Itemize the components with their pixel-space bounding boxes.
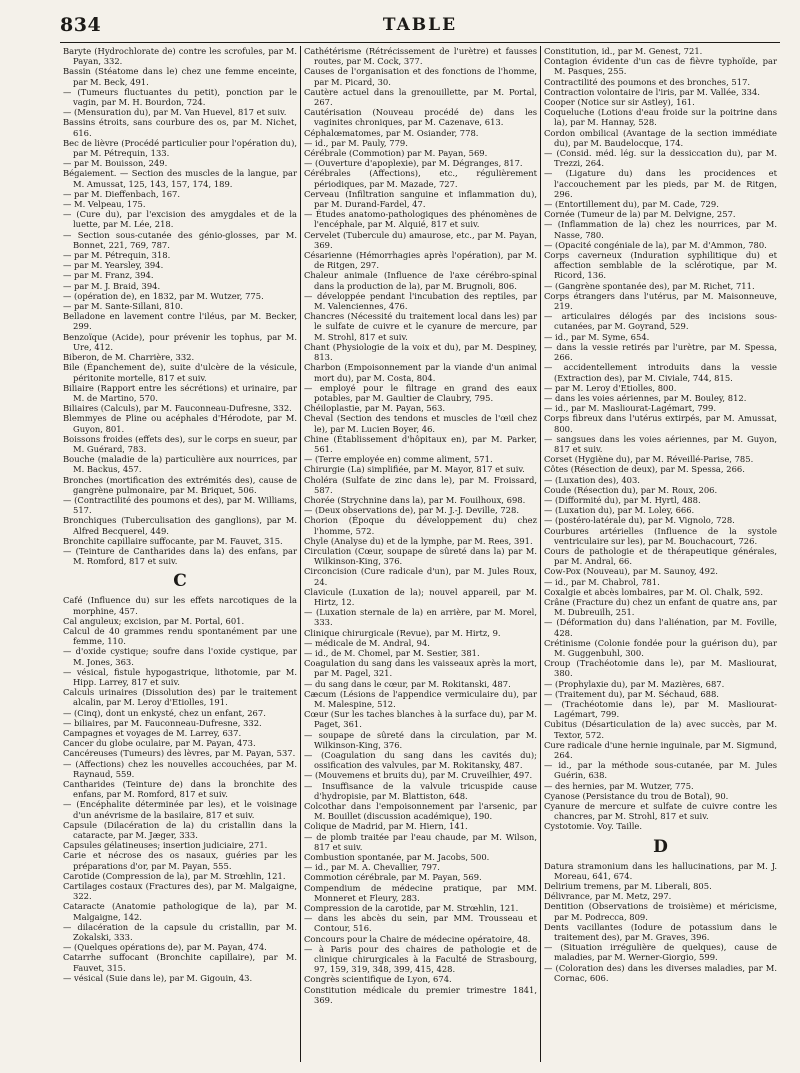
index-entry: — (Ligature du) dans les procidences et l'accouchement par les pieds, par M. de Ritgen, 296. — [544, 168, 777, 199]
index-entry: Compression de la carotide, par M. Strœhlin, 121. — [304, 903, 519, 914]
index-entry: Congrès scientifique de Lyon, 674. — [304, 974, 452, 985]
index-entry: Circoncision (Cure radicale d'un), par M. Jules Roux, 24. — [304, 566, 537, 587]
index-entry: — par M. Bouisson, 249. — [63, 158, 168, 169]
index-entry: Café (Influence du) sur les effets narcotiques de la morphine, 457. — [63, 595, 297, 616]
index-entry: Croup (Trachéotomie dans le), par M. Masliourat, 380. — [544, 658, 777, 679]
page-header — [60, 10, 780, 40]
index-entry: — dans la vessie retirés par l'urètre, par M. Spessa, 266. — [544, 341, 777, 363]
index-entry: Coxalgie et abcès lombaires, par M. Ol. Chalk, 592. — [544, 586, 764, 597]
index-entry: Campagnes et voyages de M. Larrey, 637. — [63, 728, 242, 738]
index-entry: — (Coloration des) dans les diverses maladies, par M. Cornac, 606. — [544, 962, 777, 983]
index-entry: Cérébrales (Affections), etc., régulièrement périodiques, par M. Mazade, 727. — [304, 168, 537, 189]
index-entry: Cataracte (Anatomie pathologique de la), par M. Malgaigne, 142. — [63, 901, 297, 922]
index-entry: Contagion évidente d'un cas de fièvre typhoïde, par M. Pasques, 255. — [544, 56, 777, 77]
index-entry: — (Luxation du), par M. Loley, 666. — [544, 505, 695, 516]
index-entry: Charbon (Empoisonnement par la viande d'un animal mort du), par M. Costa, 804. — [304, 362, 537, 383]
index-entry: Contraction volontaire de l'iris, par M. Vallée, 334. — [544, 86, 760, 97]
index-entry: Chorée (Strychnine dans la), par M. Fouilhoux, 698. — [304, 494, 526, 505]
index-column-left — [60, 46, 300, 1062]
index-entry: Circulation (Cœur, soupape de sûreté dans la) par M. Wilkinson-King, 376. — [304, 545, 537, 567]
index-column-middle — [300, 46, 540, 1062]
index-entry: Corps fibreux dans l'utérus extirpés, par M. Amussat, 800. — [544, 413, 777, 434]
index-entry: — du sang dans le cœur, par M. Rokitanski, 487. — [304, 678, 511, 689]
index-entry: Cancéreuses (Tumeurs) des lèvres, par M. Payan, 537. — [63, 748, 296, 759]
index-entry: Cheval (Section des tendons et muscles de l'œil chez le), par M. Lucien Boyer, 46. — [304, 413, 537, 434]
index-entry: — des hernies, par M. Wutzer, 775. — [544, 780, 694, 791]
index-entry: — (Mouvemens et bruits du), par M. Cruveilhier, 497. — [304, 770, 533, 781]
index-entry: — (Cinq), dont un enkysté, chez un enfant, 267. — [63, 707, 266, 718]
index-entry: Chirurgie (La) simplifiée, par M. Mayor, 817 et suiv. — [304, 464, 525, 475]
index-entry: Cordon ombilical (Avantage de la section immédiate du), par M. Baudelocque, 174. — [544, 127, 777, 148]
index-entry: Cæcum (Lésions de l'appendice vermiculaire du), par M. Malespine, 512. — [304, 688, 537, 709]
index-entry: — employé pour le filtrage en grand des eaux potables, par M. Gaultier de Claubry, 795. — [304, 382, 537, 403]
index-entry: Commotion cérébrale, par M. Payan, 569. — [304, 872, 482, 883]
index-entry: Bronchite capillaire suffocante, par M. Fauvet, 315. — [63, 535, 283, 546]
index-entry: — id., par M. Chabrol, 781. — [544, 576, 660, 587]
index-entry: Combustion spontanée, par M. Jacobs, 500. — [304, 852, 490, 863]
index-entry: Bronches (mortification des extrémités des), cause de gangrène pulmonaire, par M. Briquet, 506. — [63, 474, 297, 495]
index-entry: — (Inflammation de la) chez les nourrices, par M. Nasse, 780. — [544, 219, 777, 240]
index-entry: Chyle (Analyse du) et de la lymphe, par M. Rees, 391. — [304, 535, 533, 546]
index-entry: Calcul de 40 grammes rendu spontanément par une femme, 110. — [63, 625, 297, 647]
index-entry: — (Luxation des), 403. — [544, 474, 640, 485]
index-entry: — id., par M. Pauly, 779. — [304, 137, 408, 148]
section-letter-heading: D — [653, 836, 668, 857]
index-entry: — par M. J. Braid, 394. — [63, 280, 161, 291]
index-entry: Capsules gélatineuses; insertion judiciaire, 271. — [63, 840, 268, 851]
index-entry: — vésical, fistule hypogastrique, lithotomie, par M. Hipp. Larrey, 817 et suiv. — [63, 666, 297, 687]
index-entry: Bassins étroits, sans courbure des os, par M. Nichet, 616. — [63, 117, 297, 138]
index-entry: Biliaire (Rapport entre les sécrétions) et urinaire, par M. de Martino, 570. — [63, 382, 297, 403]
index-entry: Cautère actuel dans la grenouillette, par M. Portal, 267. — [304, 86, 537, 108]
index-entry: Cartilages costaux (Fractures des), par M. Malgaigne, 322. — [63, 881, 297, 902]
index-entry: Cow-Pox (Nouveau), par M. Saunoy, 492. — [544, 566, 718, 577]
index-entry: Boissons froides (effets des), sur le corps en sueur, par M. Guérard, 783. — [63, 433, 297, 454]
index-entry: Compendium de médecine pratique, par MM. Monneret et Fleury, 283. — [304, 882, 537, 903]
index-entry: — (Opacité congéniale de la), par M. d'Ammon, 780. — [544, 239, 767, 250]
index-entry: Clinique chirurgicale (Revue), par M. Hirtz, 9. — [304, 627, 501, 638]
index-entry: Cancer du globe oculaire, par M. Payan, 473. — [63, 738, 256, 749]
index-entry: Causes de l'organisation et des fonctions de l'homme, par M. Picard, 30. — [304, 66, 537, 87]
index-entry: Carie et nécrose des os nasaux, guéries par les préparations d'or, par M. Payan, 555. — [63, 850, 297, 871]
index-entry: Bassin (Stéatome dans le) chez une femme enceinte, par M. Beck, 491. — [63, 66, 297, 87]
index-entry: Cystotomie. Voy. Taille. — [544, 821, 642, 832]
index-entry: Cathétérisme (Rétrécissement de l'urètre) et fausses routes, par M. Cock, 377. — [304, 46, 537, 67]
index-entry: Corset (Hygiène du), par M. Réveillé-Parise, 785. — [544, 454, 754, 465]
index-entry: — (Situation irrégulière de quelques), cause de maladies, par M. Werner-Giorgio, 599. — [544, 942, 777, 963]
index-entry: Blemmyes de Pline ou acéphales d'Hérodote, par M. Guyon, 801. — [63, 413, 297, 434]
index-entry: Courbures artérielles (Influence de la systole ventriculaire sur les), par M. Bouchacourt, 726. — [544, 525, 777, 546]
index-entry: Baryte (Hydrochlorate de) contre les scrofules, par M. Payan, 332. — [63, 46, 297, 67]
index-entry: Colique de Madrid, par M. Hiern, 141. — [304, 821, 468, 832]
index-entry: — id., de M. Chomel, par M. Sestier, 381. — [304, 647, 480, 658]
index-entry: — médicale de M. Andral, 94. — [304, 637, 430, 648]
index-entry: — vésical (Suie dans le), par M. Gigouin, 43. — [63, 972, 253, 983]
index-entry: Dents vacillantes (Iodure de potassium dans le traitement des), par M. Graves, 396. — [544, 921, 777, 943]
index-entry: — id., par M. A. Chevallier, 797. — [304, 862, 440, 873]
index-entry: — Insuffisance de la valvule tricuspide cause d'hydropisie, par M. Blattiston, 648. — [304, 780, 537, 801]
section-letter-heading: C — [173, 571, 187, 592]
index-entry: Cours de pathologie et de thérapeutique générales, par M. Andral, 66. — [544, 545, 777, 567]
index-entry: — (postéro-latérale du), par M. Vignolo, 728. — [544, 515, 735, 526]
index-entry: Césarienne (Hémorrhagies après l'opération), par M. de Ritgen, 297. — [304, 250, 537, 271]
index-entry: Capsule (Dilacération de la) du cristallin dans la cataracte, par M. Jæger, 333. — [63, 819, 297, 841]
index-entry: — M. Velpeau, 175. — [63, 199, 146, 210]
index-entry: — (Entortillement du), par M. Cade, 729. — [544, 199, 719, 210]
index-entry: Concours pour la Chaire de médecine opératoire, 48. — [304, 933, 531, 944]
index-entry: — par M. Dieffenbach, 167. — [63, 188, 181, 199]
index-entry: Cure radicale d'une hernie inguinale, par M. Sigmund, 264. — [544, 739, 777, 761]
index-entry: — (Affections) chez les nouvelles accouchées, par M. Raynaud, 559. — [63, 758, 297, 779]
index-entry: Choléra (Sulfate de zinc dans le), par M. Froissard, 587. — [304, 474, 537, 495]
index-entry: Benzoïque (Acide), pour prévenir les tophus, par M. Ure, 412. — [63, 331, 297, 352]
index-entry: — dans les abcès du sein, par MM. Trousseau et Contour, 516. — [304, 913, 537, 934]
index-entry: — (Cure du), par l'excision des amygdales et de la luette, par M. Lée, 218. — [63, 209, 297, 230]
index-entry: — par M. Pétrequin, 318. — [63, 250, 171, 261]
index-entry: Chorion (Époque du développement du) chez l'homme, 572. — [304, 515, 537, 536]
index-page — [60, 10, 780, 1062]
index-entry: Corps caverneux (Induration syphilitique du) et affection semblable de la sclérotique, par M. Ricord, 136. — [544, 250, 777, 281]
index-entry: Cal anguleux; excision, par M. Portal, 601. — [63, 615, 245, 626]
index-entry: Belladone en lavement contre l'iléus, par M. Becker, 299. — [63, 311, 297, 332]
index-entry: — id., par la méthode sous-cutanée, par M. Jules Guérin, 638. — [544, 760, 777, 781]
index-entry: — (Teinture de Cantharides dans la) des enfans, par M. Romford, 817 et suiv. — [63, 545, 297, 567]
index-entry: — sangsues dans les voies aériennes, par M. Guyon, 817 et suiv. — [544, 433, 777, 454]
index-entry: Dentition (Observations de troisième) et méricisme, par M. Podrecca, 809. — [544, 901, 777, 922]
index-entry: — soupape de sûreté dans la circulation, par M. Wilkinson-King, 376. — [304, 729, 537, 750]
index-entry: — (Trachéotomie dans le), par M. Masliourat-Lagémart, 799. — [544, 699, 777, 720]
index-entry: Cœur (Sur les taches blanches à la surface du), par M. Paget, 361. — [304, 709, 537, 730]
index-entry: Biberon, de M. Charrière, 332. — [63, 352, 195, 363]
index-entry: — dans les voies aériennes, par M. Bouley, 812. — [544, 392, 747, 403]
index-entry: Crétinisme (Colonie fondée pour la guérison du), par M. Guggenbuhl, 300. — [544, 637, 777, 658]
index-entry: Cubitus (Désarticulation de la) avec succès, par M. Textor, 572. — [544, 719, 777, 740]
index-entry: — par M. Sante-Sillani, 810. — [63, 301, 184, 312]
header-rule — [60, 42, 780, 43]
index-entry: — (Coagulation du sang dans les cavités du); ossification des valvules, par M. Rokitansky, 487. — [304, 750, 537, 771]
index-entry: — (Tumeurs fluctuantes du petit), ponction par le vagin, par M. H. Bourdon, 724. — [63, 86, 297, 108]
index-entry: — (Contractilité des poumons et des), par M. Williams, 517. — [63, 494, 297, 516]
index-entry: — développée pendant l'incubation des reptiles, par M. Valenciennes, 476. — [304, 290, 537, 312]
index-entry: Céphalœmatomes, par M. Osiander, 778. — [304, 127, 479, 138]
index-entry: — (Déformation du) dans l'aliénation, par M. Foville, 428. — [544, 617, 777, 638]
index-entry: Cautérisation (Nouveau procédé de) dans les vaginites chroniques, par M. Cazenave, 613. — [304, 107, 537, 128]
index-entry: Catarrhe suffocant (Bronchite capillaire), par M. Fauvet, 315. — [63, 952, 297, 973]
index-entry: — (Luxation sternale de la) en arrière, par M. Morel, 333. — [304, 607, 537, 628]
index-entry: Clavicule (Luxation de la); nouvel appareil, par M. Hirtz, 12. — [304, 586, 537, 607]
index-entry: Cornée (Tumeur de la) par M. Delvigne, 257. — [544, 209, 736, 220]
index-entry: Bégaiement. — Section des muscles de la langue, par M. Amussat, 125, 143, 157, 174, 189. — [63, 168, 297, 189]
index-entry: — par M. Franz, 394. — [63, 270, 154, 281]
index-entry: Bronchiques (Tuberculisation des ganglions), par M. Alfred Becquerel, 449. — [63, 515, 297, 536]
index-entry: Chéiloplastie, par M. Payan, 563. — [304, 403, 446, 414]
index-entry: Constitution, id., par M. Genest, 721. — [544, 46, 703, 56]
index-columns — [60, 46, 780, 1062]
index-entry: — (Quelques opérations de), par M. Payan, 474. — [63, 942, 267, 953]
index-entry: Chaleur animale (Influence de l'axe cérébro-spinal dans la production de la), par M. Brugnoli, 806. — [304, 270, 537, 291]
index-entry: Cooper (Notice sur sir Astley), 161. — [544, 97, 695, 108]
index-entry: Chant (Physiologie de la voix et du), par M. Despiney, 813. — [304, 341, 537, 363]
index-entry: — à Paris pour des chaires de pathologie et de clinique chirurgicales à la Faculté de Strasbourg, 97, 159, 319, 348, 399, 415, 428. — [304, 943, 537, 975]
index-entry: Délivrance, par M. Metz, 297. — [544, 891, 672, 902]
index-entry: Bec de lièvre (Procédé particulier pour l'opération du), par M. Pétrequin, 133. — [63, 137, 297, 159]
index-entry: — (Terre employée en) comme aliment, 571. — [304, 454, 493, 465]
index-entry: — (opération de), en 1832, par M. Wutzer, 775. — [63, 290, 264, 301]
index-entry: Delirium tremens, par M. Liberali, 805. — [544, 881, 712, 892]
index-entry: — accidentellement introduits dans la vessie (Extraction des), par M. Civiale, 744, 815. — [544, 362, 777, 383]
index-entry: — Section sous-cutanée des génio-glosses, par M. Bonnet, 221, 769, 787. — [63, 229, 297, 250]
index-entry: — (Gangrène spontanée des), par M. Richet, 711. — [544, 280, 755, 291]
index-entry: Coqueluche (Lotions d'eau froide sur la poitrine dans la), par M. Hannay, 528. — [544, 107, 777, 128]
index-entry: Bouche (maladie de la) particulière aux nourrices, par M. Backus, 457. — [63, 454, 297, 475]
index-entry: Contractilité des poumons et des bronches, 517. — [544, 76, 751, 87]
index-entry: — (Deux observations de), par M. J.-J. Deville, 728. — [304, 505, 520, 516]
page-title: TABLE — [382, 15, 458, 35]
index-entry: — id., par M. Syme, 654. — [544, 331, 650, 342]
index-entry: — Études anatomo-pathologiques des phénomènes de l'encéphale, par M. Alquié, 817 et suiv. — [304, 209, 537, 230]
index-entry: — (Prophylaxie du), par M. Mazières, 687. — [544, 678, 725, 689]
index-entry: Carotide (Compression de la), par M. Strœhlin, 121. — [63, 870, 286, 881]
index-entry: Datura stramonium dans les hallucinations, par M. J. Moreau, 641, 674. — [544, 860, 777, 881]
index-entry: Biliaires (Calculs), par M. Fauconneau-Dufresne, 332. — [63, 403, 292, 414]
page-number: 834 — [60, 14, 102, 36]
index-entry: — biliaires, par M. Fauconneau-Dufresne, 332. — [63, 717, 262, 728]
index-entry: Calculs urinaires (Dissolution des) par le traitement alcalin, par M. Leroy d'Etiolles, 191. — [63, 687, 297, 708]
index-entry: — articulaires délogés par des incisions sous-cutanées, par M. Goyrand, 529. — [544, 311, 777, 332]
index-entry: — id., par M. Masliourat-Lagémart, 799. — [544, 403, 716, 414]
index-entry: — (Encéphalite déterminée par les), et le voisinage d'un anévrisme de la basilaire, 817 et suiv. — [63, 799, 297, 820]
index-entry: Cantharides (Teinture de) dans la bronchite des enfans, par M. Romford, 817 et suiv. — [63, 779, 297, 800]
index-entry: — de plomb traitée par l'eau chaude, par M. Wilson, 817 et suiv. — [304, 831, 537, 852]
index-entry: Constitution médicale du premier trimestre 1841, 369. — [304, 984, 537, 1005]
index-entry: — par M. Leroy d'Etiolles, 800. — [544, 382, 677, 393]
index-entry: — (Mensuration du), par M. Van Huevel, 817 et suiv. — [63, 107, 287, 118]
index-entry: Cyanose (Persistance du trou de Botal), 90. — [544, 790, 729, 801]
index-entry: Cyanure de mercure et sulfate de cuivre contre les chancres, par M. Strohl, 817 et suiv. — [544, 801, 777, 822]
index-entry: Cérébrale (Commotion) par M. Payan, 569. — [304, 148, 488, 159]
index-entry: — (Traitement du), par M. Séchaud, 688. — [544, 688, 719, 699]
index-column-right — [540, 46, 780, 1062]
index-entry: Colcothar dans l'empoisonnement par l'arsenic, par M. Bouillet (discussion académique), 190. — [304, 801, 537, 822]
index-entry: — dilacération de la capsule du cristallin, par M. Zokalski, 333. — [63, 921, 297, 943]
index-entry: Coagulation du sang dans les vaisseaux après la mort, par M. Pagel, 321. — [304, 658, 537, 679]
index-entry: Cerveau (Infiltration sanguine et inflammation du), par M. Durand-Fardel, 47. — [304, 188, 537, 210]
index-entry: Chine (Établissement d'hôpitaux en), par M. Parker, 561. — [304, 433, 537, 454]
index-entry: — (Ouverture d'apoplexie), par M. Dégranges, 817. — [304, 158, 523, 169]
index-entry: Bile (Épanchement de), suite d'ulcère de la vésicule, péritonite mortelle, 817 et suiv. — [63, 362, 297, 383]
index-entry: Corps étrangers dans l'utérus, par M. Maisonneuve, 219. — [544, 290, 777, 312]
index-entry: — d'oxide cystique; soufre dans l'oxide cystique, par M. Jones, 363. — [63, 646, 297, 667]
index-entry: Côtes (Résection de deux), par M. Spessa, 266. — [544, 464, 745, 475]
index-entry: Crâne (Fracture du) chez un enfant de quatre ans, par M. Dubreuilh, 251. — [544, 596, 777, 618]
index-entry: Chancres (Nécessité du traitement local dans les) par le sulfate de cuivre et le cyanure de mercure, par M. Strohl, 817 et suiv. — [304, 311, 537, 342]
index-entry: Coude (Résection du), par M. Roux, 206. — [544, 484, 718, 495]
index-entry: — par M. Yearsley, 394. — [63, 260, 164, 271]
index-entry: — (Consid. méd. lég. sur la dessiccation du), par M. Trezzi, 264. — [544, 148, 777, 169]
index-entry: Cervelet (Tubercule du) amaurose, etc., par M. Payan, 369. — [304, 229, 537, 250]
index-entry: — (Difformité du), par M. Hyrtl, 488. — [544, 494, 701, 505]
